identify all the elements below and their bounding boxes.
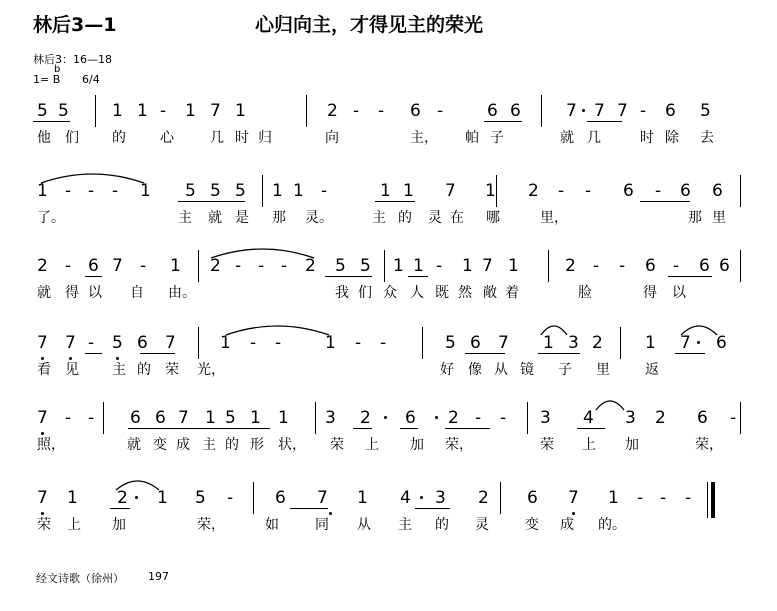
note: - [730,408,737,428]
lyric-word: 帕 [465,130,479,146]
note: 7 [498,333,509,353]
note: 7 [445,181,456,201]
beam-underline [668,276,712,277]
note: 6 [275,488,286,508]
note: 6 [88,256,99,276]
augmentation-dot [582,109,585,112]
lyric-word: 们 [358,285,372,301]
lyric-word: 人 [410,285,424,301]
bar-line [103,402,104,434]
lyric-word: 加 [625,437,639,453]
lyric-word: 从 [494,362,508,378]
note: - [640,101,647,121]
slur [40,169,145,185]
note: 7 [112,256,123,276]
beam-underline [178,201,245,202]
note: - [65,181,72,201]
lyric-word: 就 [560,130,574,146]
note: 1 [393,256,404,276]
note: 7 [594,101,605,121]
note: 6 [680,181,691,201]
beam-underline [85,276,102,277]
lyric-word: 的 [398,210,412,226]
lyric-word: 灵 [428,210,442,226]
slur [595,396,625,412]
beam-underline [290,508,328,509]
lyric-word: 就 [37,285,51,301]
beam-underline [415,508,450,509]
lyric-word: 那 [688,210,702,226]
note: - [637,488,644,508]
lyric-word: 以 [672,285,686,301]
lyric-word: 看 [37,362,51,378]
lyric-word: 主 [398,517,412,533]
lyric-word: 返 [645,362,659,378]
bar-line [527,402,528,434]
note: 1 [403,181,414,201]
song-title: 心归向主，才得见主的荣光 [255,14,484,36]
note: - [655,181,662,201]
note: 3 [625,408,636,428]
lyric-word: 光， [197,362,225,378]
note: - [475,408,482,428]
lyric-word: 形 [250,437,264,453]
note: 6 [623,181,634,201]
lyric-word: 几 [210,130,224,146]
lyric-word: 像 [468,362,482,378]
beam-underline [140,353,175,354]
lyric-word: 加 [410,437,424,453]
beam-underline [675,353,705,354]
note: 1 [250,408,261,428]
note: 1 [462,256,473,276]
note: 1 [380,181,391,201]
note: - [437,101,444,121]
note: 7 [317,488,328,508]
note: - [88,408,95,428]
note: 6 [719,256,730,276]
note: 3 [325,408,336,428]
lyric-word: 的 [225,437,239,453]
beam-underline [33,121,70,122]
note: 1 [67,488,78,508]
note: - [140,256,147,276]
note: 2 [360,408,371,428]
note: - [380,333,387,353]
note: 6 [510,101,521,121]
note: 1 [645,333,656,353]
lyric-word: 变 [153,437,167,453]
lyric-word: 是 [235,210,249,226]
note: 5 [112,333,123,353]
note: 6 [130,408,141,428]
beam-underline [445,428,490,429]
lyric-word: 状， [278,437,306,453]
book-name: 经文诗歌（徐州） [36,572,124,585]
lyric-word: 时 [235,130,249,146]
note: - [355,333,362,353]
note: - [275,333,282,353]
note: 1 [543,333,554,353]
note: 1 [140,181,151,201]
lyric-word: 哪 [486,210,500,226]
note: 7 [210,101,221,121]
lyric-word: 主 [178,210,192,226]
lyric-word: 同 [315,517,329,533]
note: - [660,488,667,508]
lyric-word: 主 [372,210,386,226]
beam-underline [85,353,102,354]
note: 1 [185,101,196,121]
note: 2 [117,488,128,508]
note: - [65,256,72,276]
note: 5 [360,256,371,276]
beam-underline [353,428,372,429]
bar-line [315,402,316,434]
note: 6 [645,256,656,276]
slur [225,321,330,337]
lyric-word: 荣， [695,437,723,453]
lyric-word: 几 [587,130,601,146]
note: - [321,181,328,201]
note: 7 [37,488,48,508]
note: - [436,256,443,276]
augmentation-dot [135,496,138,499]
note: 2 [448,408,459,428]
note: 1 [357,488,368,508]
note: 1 [272,181,283,201]
beam-underline [400,428,418,429]
lyric-word: 心 [160,130,174,146]
low-octave-dot [116,357,119,360]
lyric-word: 他 [37,130,51,146]
note: 6 [716,333,727,353]
note: 2 [565,256,576,276]
lyric-word: 了。 [37,210,65,226]
note: 7 [178,408,189,428]
lyric-word: 时 [640,130,654,146]
lyric-word: 荣 [165,362,179,378]
augmentation-dot [697,341,700,344]
note: 5 [37,101,48,121]
low-octave-dot [329,512,332,515]
note: 1 [508,256,519,276]
lyric-word: 那 [272,210,286,226]
lyric-word: 们 [65,130,79,146]
note: 1 [170,256,181,276]
lyric-word: 的 [112,130,126,146]
lyric-word: 的 [137,362,151,378]
augmentation-dot [384,416,387,419]
beam-underline [408,276,428,277]
lyric-word: 里， [540,210,568,226]
lyric-word: 的 [435,517,449,533]
note: 2 [478,488,489,508]
lyric-word: 得 [65,285,79,301]
lyric-word: 敞 [483,285,497,301]
lyric-word: 归 [258,130,272,146]
lyric-word: 上 [67,517,81,533]
lyric-word: 镜 [520,362,534,378]
note: - [258,256,265,276]
lyric-word: 去 [700,130,714,146]
bar-line [740,175,741,207]
note: 1 [220,333,231,353]
low-octave-dot [41,432,44,435]
note: 1 [205,408,216,428]
final-bar-thin [707,482,708,518]
note: 2 [37,256,48,276]
note: 7 [482,256,493,276]
lyric-word: 子 [558,362,572,378]
lyric-word: 自 [130,285,144,301]
note: 7 [37,408,48,428]
bar-line [422,327,423,359]
note: 7 [65,333,76,353]
note: 2 [327,101,338,121]
lyric-word: 从 [357,517,371,533]
augmentation-dot [435,416,438,419]
note: 2 [592,333,603,353]
note: 1 [325,333,336,353]
lyric-word: 脸 [578,285,592,301]
bar-line [253,482,254,514]
bar-line [541,95,542,127]
note: 1 [112,101,123,121]
note: 7 [165,333,176,353]
note: 5 [235,181,246,201]
beam-underline [110,508,130,509]
note: 7 [37,333,48,353]
lyric-word: 荣 [37,517,51,533]
lyric-word: 主 [202,437,216,453]
lyric-word: 上 [582,437,596,453]
lyric-word: 然 [458,285,472,301]
beam-underline [465,353,505,354]
note: 1 [485,181,496,201]
note: 4 [583,408,594,428]
lyric-word: 成 [560,517,574,533]
final-bar-thick [711,482,715,518]
note: 1 [157,488,168,508]
lyric-word: 荣， [445,437,473,453]
note: 5 [225,408,236,428]
lyric-word: 就 [127,437,141,453]
lyric-word: 荣， [197,517,225,533]
note: - [685,488,692,508]
beam-underline [325,276,372,277]
slur [115,476,160,492]
note: 1 [137,101,148,121]
lyric-word: 成 [176,437,190,453]
lyric-word: 里 [712,210,726,226]
key-signature: 1= B [33,73,61,86]
lyric-word: 变 [525,517,539,533]
augmentation-dot [420,496,423,499]
note: 6 [470,333,481,353]
note: 4 [400,488,411,508]
note: - [250,333,257,353]
slur [210,244,315,260]
note: - [235,256,242,276]
page-number: 197 [148,570,169,583]
note: 6 [405,408,416,428]
lyric-word: 除 [665,130,679,146]
note: 1 [413,256,424,276]
flat-sign: b [54,64,61,75]
note: - [673,256,680,276]
note: 1 [37,181,48,201]
note: - [619,256,626,276]
note: - [500,408,507,428]
note: - [65,408,72,428]
note: - [88,181,95,201]
note: 6 [487,101,498,121]
bar-line [548,250,549,282]
note: 6 [527,488,538,508]
note: 3 [540,408,551,428]
note: 5 [700,101,711,121]
low-octave-dot [572,512,575,515]
note: 6 [137,333,148,353]
lyric-word: 荣 [540,437,554,453]
beam-underline [587,121,622,122]
note: - [378,101,385,121]
lyric-word: 灵 [475,517,489,533]
note: - [353,101,360,121]
note: - [585,181,592,201]
bar-line [198,327,199,359]
note: 1 [278,408,289,428]
lyric-word: 加 [112,517,126,533]
beam-underline [484,121,522,122]
lyric-word: 向 [325,130,339,146]
note: 5 [58,101,69,121]
lyric-word: 我 [335,285,349,301]
note: 1 [235,101,246,121]
bar-line [496,175,497,207]
note: - [558,181,565,201]
song-code: 林后3—1 [33,14,117,36]
scripture-reference: 林后3：16—18 [33,53,112,66]
lyric-word: 子 [490,130,504,146]
note: 1 [293,181,304,201]
note: 6 [665,101,676,121]
lyric-word: 好 [440,362,454,378]
lyric-word: 上 [365,437,379,453]
note: 2 [305,256,316,276]
lyric-word: 着 [505,285,519,301]
note: 7 [617,101,628,121]
note: 7 [566,101,577,121]
note: 1 [608,488,619,508]
note: 3 [435,488,446,508]
note: 7 [680,333,691,353]
note: 5 [210,181,221,201]
lyric-word: 在 [450,210,464,226]
note: 5 [195,488,206,508]
beam-underline [128,428,270,429]
bar-line [262,175,263,207]
lyric-word: 的。 [598,517,626,533]
note: 6 [155,408,166,428]
bar-line [95,95,96,127]
bar-line [306,95,307,127]
low-octave-dot [41,357,44,360]
bar-line [620,327,621,359]
lyric-word: 以 [88,285,102,301]
note: 7 [568,488,579,508]
beam-underline [375,201,415,202]
low-octave-dot [69,357,72,360]
slur [540,321,568,337]
note: 5 [335,256,346,276]
note: 5 [185,181,196,201]
bar-line [384,250,385,282]
lyric-word: 就 [208,210,222,226]
lyric-word: 照， [37,437,65,453]
note: 6 [410,101,421,121]
lyric-word: 见 [65,362,79,378]
note: 6 [699,256,710,276]
slur [680,321,718,337]
note: - [593,256,600,276]
bar-line [740,250,741,282]
bar-line [198,250,199,282]
bar-line [500,482,501,514]
lyric-word: 里 [596,362,610,378]
note: 2 [528,181,539,201]
note: 3 [568,333,579,353]
note: - [160,101,167,121]
lyric-word: 灵。 [305,210,333,226]
beam-underline [640,201,690,202]
lyric-word: 主， [410,130,438,146]
note: - [227,488,234,508]
time-signature: 6/4 [82,73,100,86]
low-octave-dot [41,512,44,515]
bar-line [740,402,741,434]
note: - [88,333,95,353]
note: 5 [445,333,456,353]
beam-underline [577,428,605,429]
note: 6 [712,181,723,201]
lyric-word: 荣 [330,437,344,453]
lyric-word: 得 [643,285,657,301]
lyric-word: 既 [435,285,449,301]
note: - [112,181,119,201]
note: 2 [655,408,666,428]
lyric-word: 主 [112,362,126,378]
note: 2 [210,256,221,276]
beam-underline [538,353,580,354]
lyric-word: 众 [383,285,397,301]
lyric-word: 由。 [168,285,196,301]
note: 6 [697,408,708,428]
lyric-word: 如 [265,517,279,533]
note: - [281,256,288,276]
